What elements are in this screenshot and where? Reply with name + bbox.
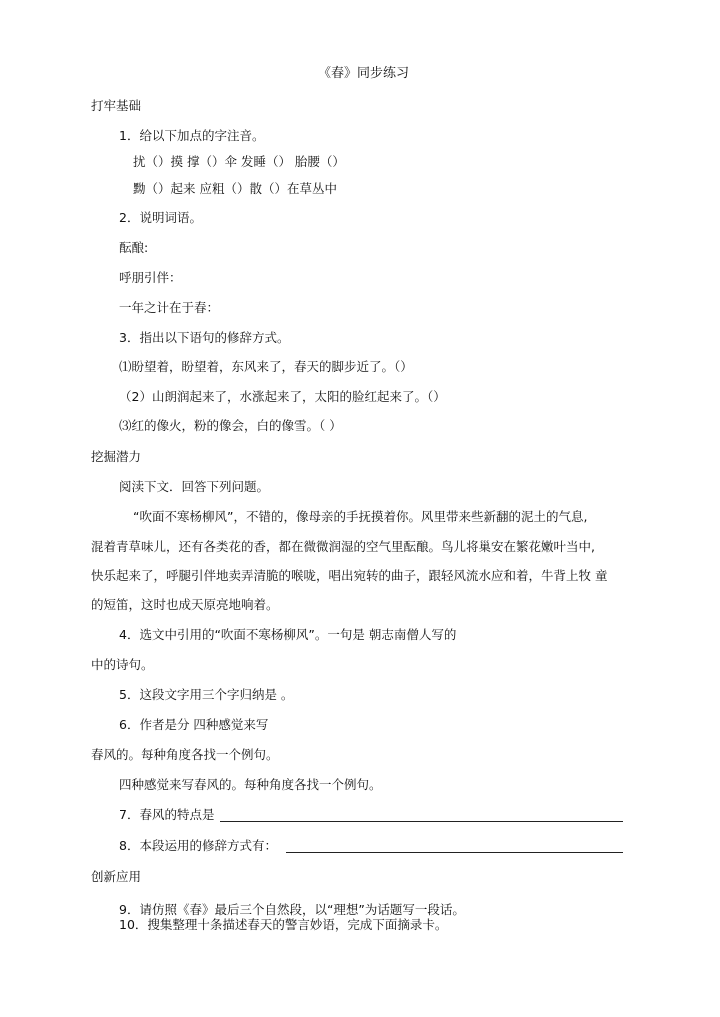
passage-line-4: 的短笛，这时也成天原亮地响着。 [91,597,279,612]
question-10: 10．搜集整理十条描述春天的警言妙语，完成下面摘录卡。 [119,917,448,932]
question-5: 5．这段文字用三个字归纳是 。 [119,687,294,702]
question-2: 2．说明词语。 [119,210,202,225]
answer-line-7[interactable] [220,821,623,822]
question-6: 6．作者是分 四种感觉来写 [119,717,269,732]
question-3-item-3: ⑶红的像火，粉的像会，白的像雪。（ ） [119,418,342,433]
reading-instruction: 阅渎下文．回答下列问题。 [119,479,270,494]
section-heading-innovation: 创新应用 [91,869,142,884]
question-9: 9．请仿照《春》最后三个自然段，以“理想”为话题写一段话。 [119,902,465,917]
passage-line-3: 快乐起来了，呼腿引伴地卖弄清脆的喉咙，唱出宛转的曲子，跟轻风流水应和着，牛背上牧 童 [91,568,608,583]
question-2-item-a: 酝酿: [119,240,149,255]
question-2-item-c: 一年之计在于春： [119,300,220,315]
section-heading-basics: 打牢基础 [91,98,142,113]
question-4-continued: 中的诗句。 [91,657,154,672]
question-6-repeat: 四种感觉来写春风的。每种角度各找一个例句。 [119,777,382,792]
question-3-item-1: ⑴盼望着，盼望着，东风来了，春天的脚步近了。（） [119,359,413,374]
question-4: 4．选文中引用的“吹面不寒杨柳风”。一句是 朝志南僧人写的 [119,627,457,642]
document-title: 《春》同步练习 [318,66,410,81]
question-8: 8．本段运用的修辞方式有： [119,838,277,853]
question-3: 3．指出以下语句的修辞方式。 [119,330,290,345]
answer-line-8[interactable] [286,852,623,853]
question-7: 7．春风的特点是 [119,807,215,822]
question-3-item-2: （2）山朗润起来了，水涨起来了，太阳的脸红起来了。（） [119,389,446,404]
passage-line-2: 混着青草味儿，还有各类花的香，都在微微润湿的空气里酝酿。鸟儿将巢安在繁花嫩叶当中, [91,539,595,554]
section-heading-potential: 挖掘潜力 [91,449,142,464]
question-6-continued: 春风的。每种角度各找一个例句。 [91,747,279,762]
passage-line-1: “吹面不寒杨柳风”，不错的，像母亲的手抚摸着你。风里带来些新翻的泥土的气息, [133,509,588,524]
question-1-line-a: 扰（）摸 撑（）伞 发睡（） 胎腰（） [133,154,345,169]
question-1: 1．给以下加点的字注音。 [119,128,265,143]
question-2-item-b: 呼朋引伴： [119,270,182,285]
question-1-line-b: 黝（）起来 应粗（）散（）在草丛中 [133,181,337,196]
